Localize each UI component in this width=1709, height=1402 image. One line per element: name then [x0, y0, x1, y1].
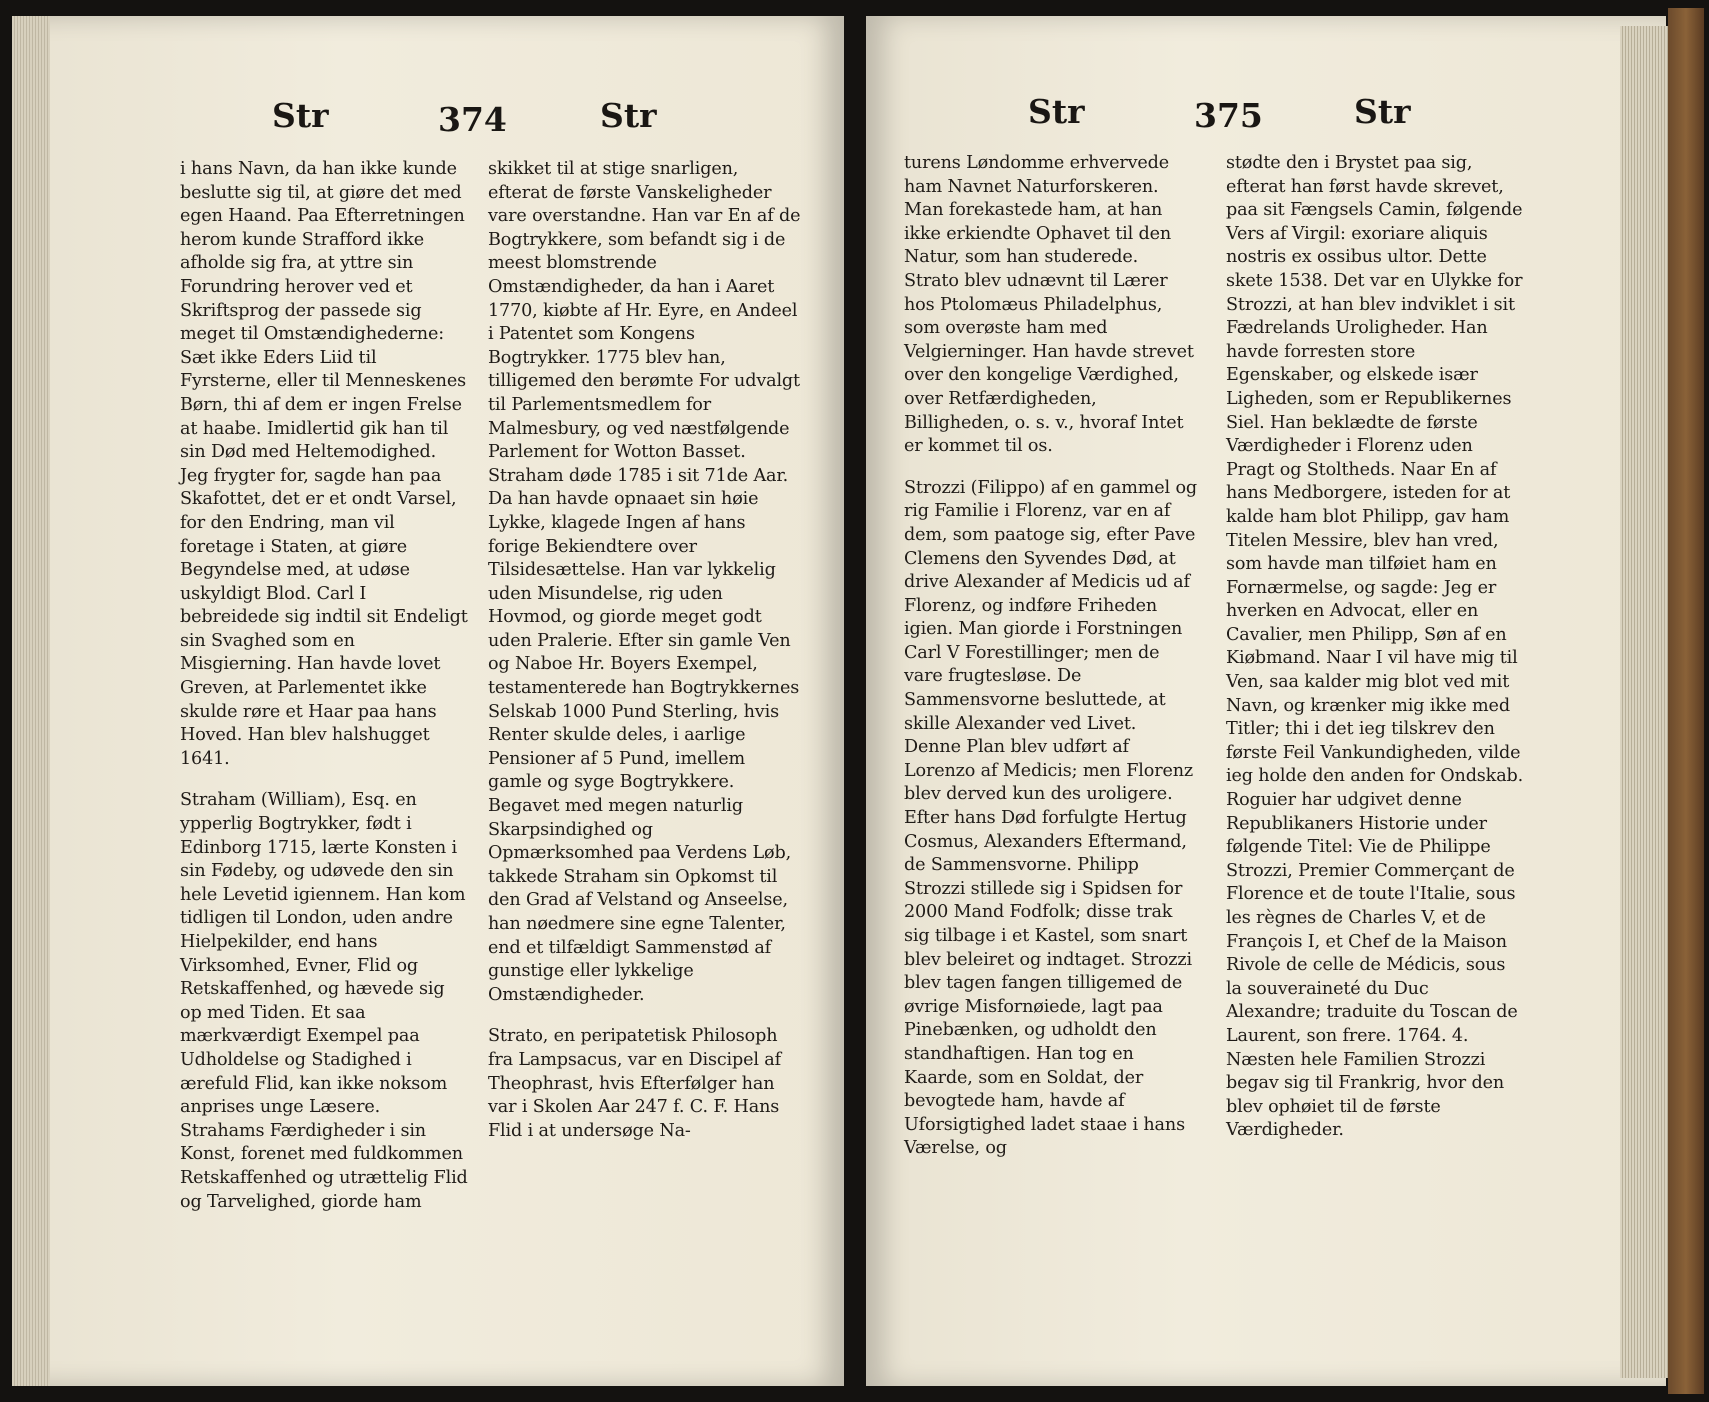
left-page-edges: [12, 16, 50, 1386]
paragraph-strozzi: Strozzi (Filippo) af en gammel og rig Familie i Florenz, var en af dem, som paatoge sig, efter Pave Clemens den Syvendes Død, at drive Alexander af Medicis ud af Florenz, og indføre Friheden igien. Man giorde i Forstningen Carl V Forestillinger; men de vare frugtesløse. De Sammensvorne besluttede, at skille Alexander ved Livet. Denne Plan blev udført af Lorenzo af Medicis; men Florenz blev derved kun des uroligere. Efter hans Død forfulgte Hertug Cosmus, Alexanders Eftermand, de Sammensvorne. Philipp Strozzi stillede sig i Spidsen for 2000 Mand Fodfolk; disse trak sig tilbage i et Kastel, som snart blev beleiret og indtaget. Strozzi blev tagen fangen tilligemed de øvrige Misfornøiede, lagt paa Pinebænken, og udholdt den standhaftigen. Han tog en Kaarde, som en Soldat, der bevogtede ham, havde af Uforsigtighed ladet staae i hans Værelse, og: [904, 477, 1197, 1159]
paragraph-strato-continued: turens Løndomme erhvervede ham Navnet Naturforskeren. Man forekastede ham, at han ikke erkiendte Ophavet til den Natur, som han studerede. Strato blev udnævnt til Lærer hos Ptolomæus Philadelphus, som overøste ham med Velgierninger. Han havde strevet over den kongelige Værdighed, over Retfærdigheden, Billigheden, o. s. v., hvoraf Intet er kommet til os.: [904, 153, 1194, 457]
paragraph-straham-continued: skikket til at stige snarligen, efterat de første Vanskeligheder vare overstandne. Han var En af de Bogtrykkere, som befandt sig i de meest blomstrende Omstændigheder, da han i Aaret 1770, kiøbte af Hr. Eyre, en Andeel i Patentet som Kongens Bogtrykker. 1775 blev han, tilligemed den berømte For udvalgt til Parlementsmedlem for Malmesbury, og ved næstfølgende Parlement for Wotton Basset. Straham døde 1785 i sit 71de Aar. Da han havde opnaaet sin høie Lykke, klagede Ingen af hans forige Bekiendtere over Tilsidesættelse. Han var lykkelig uden Misundelse, rig uden Hovmod, og giorde meget godt uden Pralerie. Efter sin gamle Ven og Naboe Hr. Boyers Exempel, testamenterede han Bogtrykkernes Selskab 1000 Pund Sterling, hvis Renter skulde deles, i aarlige Pensioner af 5 Pund, imellem gamle og syge Bogtrykkere. Begavet med megen naturlig Skarpsindighed og Opmærksomhed paa Verdens Løb, takkede Straham sin Opkomst til den Grad af Velstand og Anseelse, han nøedmere sine egne Talenter, end et tilfældigt Sammenstød af gunstige eller lykkelige Omstændigheder.: [488, 159, 801, 1005]
right-page-column-1: [904, 152, 1198, 1161]
left-running-head-right: Str: [600, 96, 657, 135]
right-page-edges: [1620, 26, 1668, 1378]
right-running-head-left: Str: [1028, 92, 1085, 131]
right-running-head-right: Str: [1354, 92, 1411, 131]
paragraph-straham: Straham (William), Esq. en ypperlig Bogtrykker, født i Edinborg 1715, lærte Konsten i sin Fødeby, og udøvede den sin hele Levetid igiennem. Han kom tidligen til London, uden andre Hielpekilder, end hans Virksomhed, Evner, Flid og Retskaffenhed, og hævede sig op med Tiden. Et saa mærkværdigt Exempel paa Udholdelse og Stadighed i ærefuld Flid, kan ikke noksom anprises unge Læsere. Strahams Færdigheder i sin Konst, forenet med fuldkommen Retskaffenhed og utrættelig Flid og Tarvelighed, giorde ham: [180, 790, 468, 1212]
paragraph-strozzi-continued: stødte den i Brystet paa sig, efterat han først havde skrevet, paa sit Fængsels Camin, følgende Vers af Virgil: exoriare aliquis nostris ex ossibus ultor. Dette skete 1538. Det var en Ulykke for Strozzi, at han blev indviklet i sit Fædrelands Uroligheder. Han havde forresten store Egenskaber, og elskede især Ligheden, som er Republikernes Siel. Han beklædte de første Værdigheder i Florenz uden Pragt og Stoltheds. Naar En af hans Medborgere, isteden for at kalde ham blot Philipp, gav ham Titelen Messire, blev han vred, som havde man tilføiet ham en Fornærmelse, og sagde: Jeg er hverken en Advocat, eller en Cavalier, men Philipp, Søn af en Kiøbmand. Naar I vil have mig til Ven, saa kalder mig blot ved mit Navn, og krænker mig ikke med Titler; thi i det ieg tilskrev den første Feil Vankundigheden, vilde ieg holde den anden for Ondskab. Roguier har udgivet denne Republikaners Historie under følgende Titel: Vie de Philippe Strozzi, Premier Commerçant de Florence et de toute l'Italie, sous les règnes de Charles V, et de François I, et Chef de la Maison Rivole de celle de Médicis, sous la souveraineté du Duc Alexandre; traduite du Toscan de Laurent, son frere. 1764. 4. Næsten hele Familien Strozzi begav sig til Frankrig, hvor den blev ophøiet til de første Værdigheder.: [1226, 153, 1524, 1141]
left-page-column-1: [180, 158, 468, 1214]
left-page-column-2: [488, 158, 802, 1143]
right-page-number: 375: [1194, 96, 1263, 135]
left-page-number: 374: [438, 100, 507, 139]
paragraph-strato: Strato, en peripatetisk Philosoph fra Lampsacus, var en Discipel af Theophrast, hvis Efterfølger han var i Skolen Aar 247 f. C. F. Hans Flid i at undersøge Na-: [488, 1026, 781, 1141]
paragraph-strafford-continued: i hans Navn, da han ikke kunde beslutte sig til, at giøre det med egen Haand. Paa Efterretningen herom kunde Strafford ikke afholde sig fra, at yttre sin Forundring herover ved et Skriftsprog der passede sig meget til Omstændighederne: Sæt ikke Eders Liid til Fyrsterne, eller til Menneskenes Børn, thi af dem er ingen Frelse at haabe. Imidlertid gik han til sin Død med Heltemodighed. Jeg frygter for, sagde han paa Skafottet, det er et ondt Varsel, for den Endring, man vil foretage i Staten, at giøre Begyndelse med, at udøse uskyldigt Blod. Carl I bebreidede sig indtil sit Endeligt sin Svaghed som en Misgierning. Han havde lovet Greven, at Parlementet ikke skulde røre et Haar paa hans Hoved. Han blev halshugget 1641.: [180, 159, 468, 769]
book-cover-edge: [1668, 8, 1704, 1394]
left-running-head-left: Str: [272, 96, 329, 135]
right-page-column-2: [1226, 152, 1526, 1143]
